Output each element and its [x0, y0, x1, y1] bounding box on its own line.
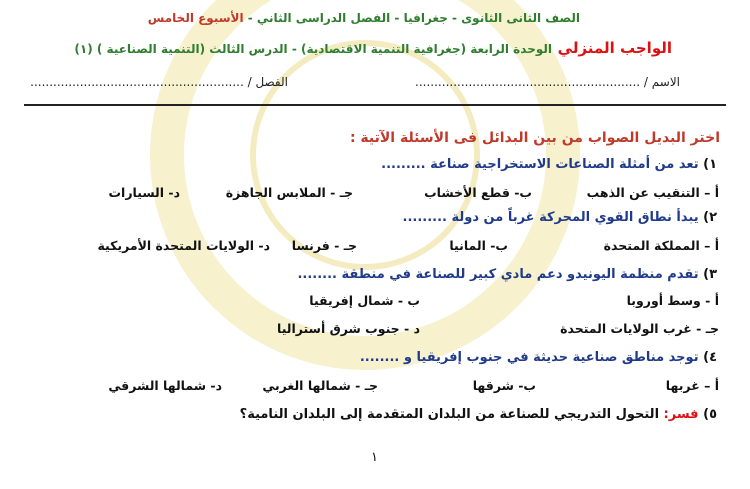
- question-1-number: ١): [703, 157, 717, 172]
- class-field: الفصل / ........................................................: [30, 75, 288, 89]
- name-field: الاسم / ...........................................................: [415, 75, 680, 89]
- question-2-text: يبدأ نطاق القوي المحركة غرباً من دولة .........: [402, 210, 704, 225]
- question-3-number: ٣): [703, 267, 717, 282]
- q3-option-c: جـ - غرب الولايات المتحدة: [560, 321, 719, 336]
- question-5: [240, 407, 717, 422]
- q1-option-c: جـ - الملابس الجاهزة: [225, 185, 353, 200]
- question-2: [403, 210, 717, 225]
- header-week: الأسبوع الخامس: [147, 11, 244, 25]
- q2-option-b: ب- المانيا: [449, 238, 508, 253]
- q1-option-a: أ – التنقيب عن الذهب: [586, 185, 719, 200]
- question-4: [360, 350, 717, 365]
- page-number: ١: [371, 450, 378, 465]
- instruction: اختر البديل الصواب من بين البدائل فى الأسئلة الآتية :: [349, 130, 720, 146]
- header-line-grade: [148, 11, 580, 25]
- q2-option-c: جـ - فرنسا: [291, 238, 357, 253]
- q4-option-a: أ – غربها: [665, 378, 719, 393]
- question-1: [381, 157, 717, 172]
- question-4-number: ٤): [703, 350, 717, 365]
- header-line-lesson: [74, 42, 552, 56]
- question-3: [297, 267, 717, 282]
- q1-option-b: ب- قطع الأخشاب: [424, 185, 532, 200]
- question-2-number: ٢): [703, 210, 717, 225]
- q3-option-b: ب - شمال إفريقيا: [309, 293, 420, 308]
- question-5-number: ٥): [703, 407, 717, 422]
- homework-close: ): [74, 42, 80, 56]
- question-4-text: توجد مناطق صناعية حديثة في جنوب إفريقيا و ........: [359, 350, 704, 365]
- q4-option-b: ب- شرقها: [472, 378, 536, 393]
- question-3-text: تقدم منظمة اليونيدو دعم مادي كبير للصناعة في منطقة ........: [297, 267, 704, 282]
- homework-title: الواجب المنزلي: [557, 39, 672, 57]
- header-divider: [24, 104, 726, 106]
- q2-option-d: د- الولايات المتحدة الأمريكية: [97, 238, 270, 253]
- header-lesson-text: الوحدة الرابعة (جغرافية التنمية الاقتصادية) - الدرس الثالث (التنمية الصناعية ) (: [87, 42, 552, 56]
- question-5-label: فسر:: [663, 407, 704, 422]
- homework-number: ١: [79, 42, 88, 56]
- question-5-text: التحول التدريجي للصناعة من البلدان المتقدمة إلى البلدان النامية؟: [239, 407, 664, 422]
- q1-option-d: د- السيارات: [108, 185, 180, 200]
- q4-option-d: د- شمالها الشرقي: [108, 378, 222, 393]
- q4-option-c: جـ - شمالها الغربي: [262, 378, 378, 393]
- q3-option-d: د - جنوب شرق أستراليا: [277, 321, 420, 336]
- header-grade-text: الصف الثانى الثانوى - جغرافيا - الفصل الدراسى الثاني -: [243, 11, 580, 25]
- question-1-text: تعد من أمثلة الصناعات الاستخراجية صناعة .........: [381, 157, 704, 172]
- q3-option-a: أ - وسط أوروبا: [626, 293, 719, 308]
- q2-option-a: أ – المملكة المتحدة: [603, 238, 719, 253]
